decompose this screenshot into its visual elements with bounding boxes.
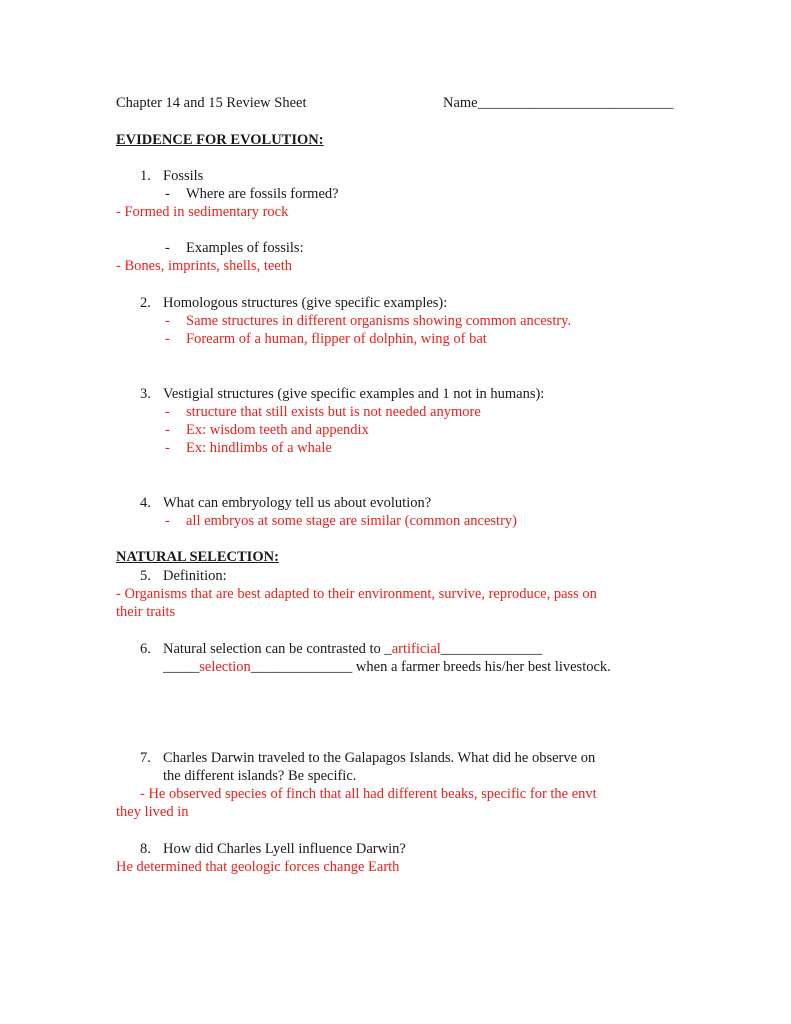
question-1a-text: Where are fossils formed? (186, 186, 339, 202)
question-5-text: Definition: (163, 568, 227, 584)
answer-2-line-1: Same structures in different organisms showing common ancestry. (186, 313, 572, 329)
blank-line: ______________ (250, 659, 353, 675)
question-7-line-1: Charles Darwin traveled to the Galapagos Islands. What did he observe on (163, 750, 596, 766)
question-1-title: Fossils (163, 168, 204, 184)
answer-4-line-1: all embryos at some stage are similar (common ancestry) (186, 513, 517, 529)
bullet-dash: - (165, 440, 170, 456)
question-number: 5. (140, 568, 151, 584)
blank-line: _____ (163, 659, 200, 675)
page-title: Chapter 14 and 15 Review Sheet (116, 95, 307, 111)
answer-7-line-2: they lived in (116, 804, 189, 820)
question-number: 2. (140, 295, 151, 311)
question-number: 8. (140, 841, 151, 857)
question-number: 7. (140, 750, 151, 766)
bullet-dash: - (165, 513, 170, 529)
answer-3-line-3: Ex: hindlimbs of a whale (186, 440, 332, 456)
answer-3-line-2: Ex: wisdom teeth and appendix (186, 422, 369, 438)
question-2-text: Homologous structures (give specific examples): (163, 295, 448, 311)
question-number: 6. (140, 641, 151, 657)
question-8-text: How did Charles Lyell influence Darwin? (163, 841, 406, 857)
section-heading-evidence: EVIDENCE FOR EVOLUTION: (116, 132, 324, 148)
answer-8: He determined that geologic forces change Earth (116, 859, 400, 875)
bullet-dash: - (165, 240, 170, 256)
question-7-line-2: the different islands? Be specific. (163, 768, 357, 784)
question-6-line-2 (163, 658, 611, 676)
answer-1b: - Bones, imprints, shells, teeth (116, 258, 292, 274)
answer-5-line-1: - Organisms that are best adapted to their environment, survive, reproduce, pass on (116, 586, 597, 602)
answer-1a: - Formed in sedimentary rock (116, 204, 289, 220)
answer-2-line-2: Forearm of a human, flipper of dolphin, wing of bat (186, 331, 487, 347)
question-3-text: Vestigial structures (give specific examples and 1 not in humans): (163, 386, 545, 402)
bullet-dash: - (165, 331, 170, 347)
answer-5-line-2: their traits (116, 604, 176, 620)
question-number: 1. (140, 168, 151, 184)
blank-line: ______________ (440, 641, 543, 657)
answer-7-line-1: - He observed species of finch that all had different beaks, specific for the envt (140, 786, 597, 802)
bullet-dash: - (165, 313, 170, 329)
question-6-text-a: Natural selection can be contrasted to _ (163, 641, 392, 657)
question-number: 4. (140, 495, 151, 511)
name-field[interactable]: Name___________________________ (443, 95, 674, 111)
question-number: 3. (140, 386, 151, 402)
question-6-text-b: when a farmer breeds his/her best livestock. (352, 659, 611, 675)
section-heading-natural-selection: NATURAL SELECTION: (116, 549, 279, 565)
question-1b-text: Examples of fossils: (186, 240, 304, 256)
bullet-dash: - (165, 404, 170, 420)
bullet-dash: - (165, 186, 170, 202)
question-6-line-1 (163, 640, 542, 658)
question-4-text: What can embryology tell us about evolution? (163, 495, 432, 511)
answer-6-fill-selection[interactable]: selection (199, 659, 251, 675)
answer-6-fill-artificial[interactable]: artificial (391, 641, 441, 657)
bullet-dash: - (165, 422, 170, 438)
answer-3-line-1: structure that still exists but is not needed anymore (186, 404, 481, 420)
